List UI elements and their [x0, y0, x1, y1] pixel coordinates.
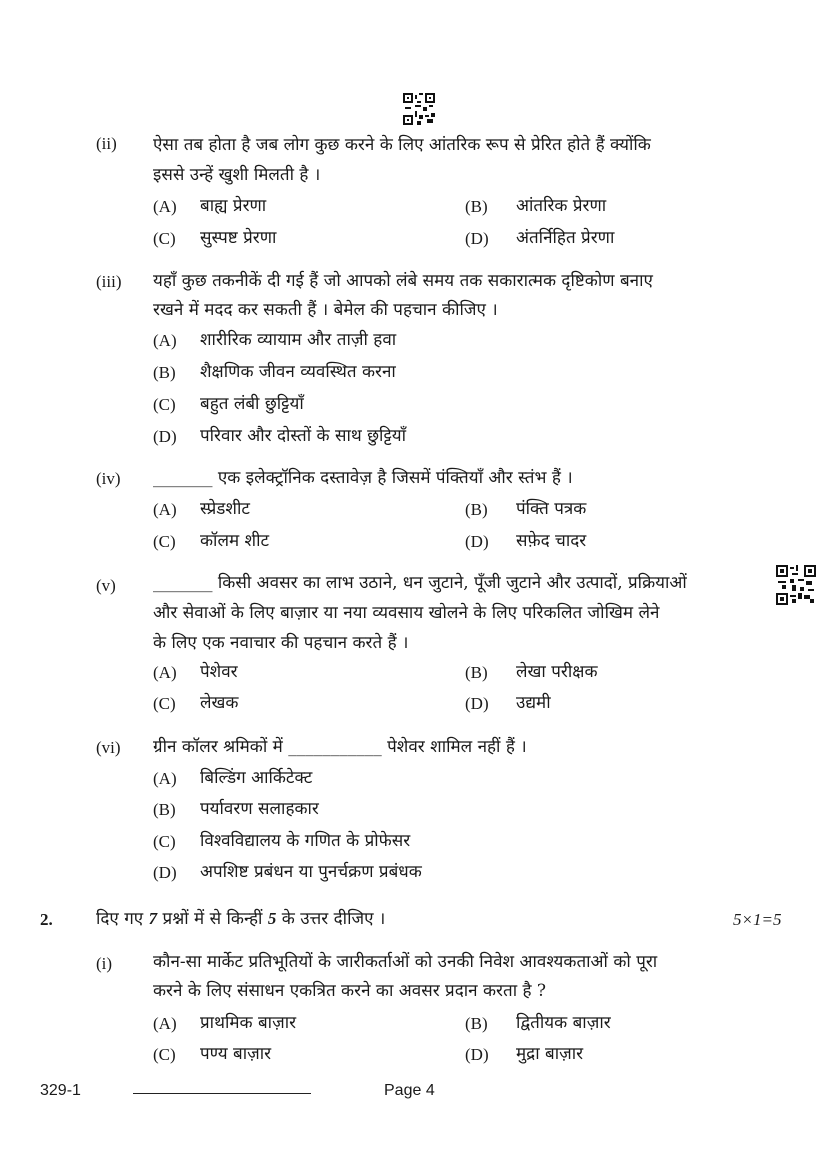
option-letter: (B) [465, 663, 488, 682]
option-text: उद्यमी [516, 693, 551, 713]
question-text: और सेवाओं के लिए बाज़ार या नया व्यवसाय खोलने के लिए परिकलित जोखिम लेने [153, 603, 660, 623]
question-text: इससे उन्हें खुशी मिलती है । [153, 165, 321, 185]
option-letter: (A) [153, 500, 177, 519]
question-number: (vi) [96, 738, 121, 757]
option-letter: (C) [153, 532, 176, 551]
question-text: कौन-सा मार्केट प्रतिभूतियों के जारीकर्ताओं को उनकी निवेश आवश्यकताओं को पूरा [153, 952, 658, 972]
question-text: ऐसा तब होता है जब लोग कुछ करने के लिए आंतरिक रूप से प्रेरित होते हैं क्योंकि [153, 135, 651, 155]
option-letter: (D) [465, 532, 489, 551]
question-text: ग्रीन कॉलर श्रमिकों में ___________ पेशेवर शामिल नहीं हैं । [153, 737, 527, 757]
question-number: (i) [96, 954, 113, 973]
option-letter: (D) [153, 863, 177, 882]
option-text: पंक्ति पत्रक [516, 499, 587, 519]
paper-code: 329-1 [40, 1082, 81, 1099]
qr-code-top [403, 93, 435, 125]
option-text: शारीरिक व्यायाम और ताज़ी हवा [200, 330, 397, 350]
question-number: (iv) [96, 469, 121, 488]
option-letter: (A) [153, 197, 177, 216]
option-text: सुस्पष्ट प्रेरणा [200, 228, 277, 248]
option-letter: (D) [465, 1045, 489, 1064]
qr-code-side [776, 565, 816, 605]
instruction-number: 7 [148, 909, 158, 928]
option-letter: (A) [153, 769, 177, 788]
option-text: मुद्रा बाज़ार [516, 1044, 584, 1064]
option-text: शैक्षणिक जीवन व्यवस्थित करना [200, 362, 396, 382]
option-text: विश्वविद्यालय के गणित के प्रोफेसर [200, 831, 411, 851]
option-letter: (D) [153, 427, 177, 446]
option-text: पर्यावरण सलाहकार [200, 799, 319, 819]
question-text: रखने में मदद कर सकती हैं । बेमेल की पहचान कीजिए । [153, 300, 498, 320]
option-letter: (A) [153, 331, 177, 350]
option-letter: (D) [465, 229, 489, 248]
option-letter: (B) [465, 500, 488, 519]
option-text: सफ़ेद चादर [516, 531, 587, 551]
instruction-text: के उत्तर दीजिए । [276, 909, 386, 929]
option-text: कॉलम शीट [200, 531, 270, 551]
option-letter: (B) [465, 1014, 488, 1033]
option-letter: (A) [153, 663, 177, 682]
option-text: लेखक [200, 693, 239, 713]
option-text: पण्य बाज़ार [200, 1044, 272, 1064]
option-text: द्वितीयक बाज़ार [516, 1013, 611, 1033]
option-text: लेखा परीक्षक [516, 662, 598, 682]
option-letter: (B) [153, 800, 176, 819]
option-letter: (C) [153, 1045, 176, 1064]
page-number: Page 4 [384, 1082, 435, 1099]
option-text: आंतरिक प्रेरणा [516, 196, 607, 216]
option-letter: (B) [465, 197, 488, 216]
question-text: _______ किसी अवसर का लाभ उठाने, धन जुटाने, पूँजी जुटाने और उत्पादों, प्रक्रियाओं [153, 573, 687, 593]
question-text: _______ एक इलेक्ट्रॉनिक दस्तावेज़ है जिसमें पंक्तियाँ और स्तंभ हैं । [153, 468, 573, 488]
option-text: बहुत लंबी छुट्टियाँ [200, 394, 304, 414]
question-text: यहाँ कुछ तकनीकें दी गई हैं जो आपको लंबे समय तक सकारात्मक दृष्टिकोण बनाए [153, 271, 653, 291]
option-letter: (C) [153, 832, 176, 851]
question-text: करने के लिए संसाधन एकत्रित करने का अवसर प्रदान करता है ? [153, 981, 547, 1001]
option-text: पेशेवर [200, 662, 238, 682]
option-text: परिवार और दोस्तों के साथ छुट्टियाँ [200, 426, 407, 446]
instruction-text: प्रश्नों में से किन्हीं [157, 909, 268, 929]
marks-label: 5×1=5 [733, 910, 782, 929]
question-number: (v) [96, 576, 116, 595]
option-letter: (C) [153, 229, 176, 248]
question-number: (ii) [96, 134, 117, 153]
option-letter: (D) [465, 694, 489, 713]
question-text: के लिए एक नवाचार की पहचान करते हैं । [153, 633, 409, 653]
section-instruction [96, 906, 385, 929]
footer-divider [133, 1093, 311, 1094]
option-letter: (C) [153, 395, 176, 414]
option-text: अपशिष्ट प्रबंधन या पुनर्चक्रण प्रबंधक [200, 862, 422, 882]
question-number: 2. [40, 910, 53, 929]
option-letter: (C) [153, 694, 176, 713]
instruction-number: 5 [267, 909, 277, 928]
option-letter: (A) [153, 1014, 177, 1033]
option-text: बिल्डिंग आर्किटेक्ट [200, 768, 313, 788]
instruction-text: दिए गए [96, 909, 149, 929]
option-text: बाह्य प्रेरणा [200, 196, 267, 216]
option-text: प्राथमिक बाज़ार [200, 1013, 297, 1033]
question-number: (iii) [96, 272, 122, 291]
option-letter: (B) [153, 363, 176, 382]
option-text: स्प्रेडशीट [200, 499, 250, 519]
option-text: अंतर्निहित प्रेरणा [516, 228, 615, 248]
